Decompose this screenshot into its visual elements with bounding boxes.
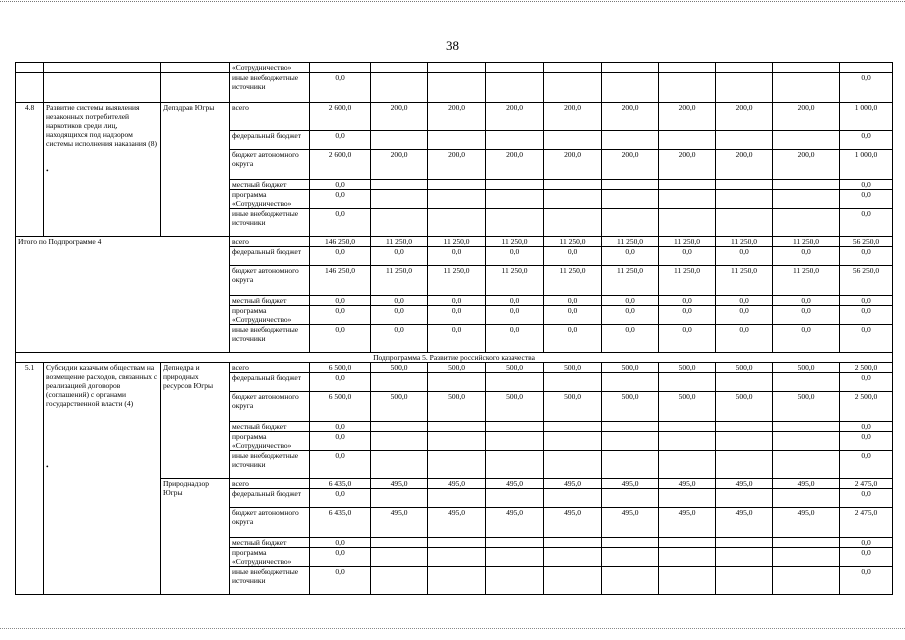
value-cell: 0,0 xyxy=(428,247,486,266)
value-cell: 0,0 xyxy=(310,247,371,266)
value-cell: 11 250,0 xyxy=(659,237,716,247)
value-cell: 500,0 xyxy=(602,363,659,373)
value-cell: 0,0 xyxy=(310,306,371,325)
value-cell: 6 500,0 xyxy=(310,392,371,422)
value-cell: 500,0 xyxy=(602,392,659,422)
value-cell: 0,0 xyxy=(840,306,893,325)
source-label: всего xyxy=(230,103,310,131)
value-cell: 495,0 xyxy=(371,508,428,538)
source-label: федеральный бюджет xyxy=(230,131,310,150)
value-cell: 11 250,0 xyxy=(544,237,602,247)
value-cell: 200,0 xyxy=(486,103,544,131)
value-cell: 495,0 xyxy=(486,479,544,489)
value-cell: 495,0 xyxy=(428,508,486,538)
value-cell: 500,0 xyxy=(773,363,840,373)
value-cell: 11 250,0 xyxy=(716,237,773,247)
source-label: местный бюджет xyxy=(230,296,310,306)
subtotal-label: Итого по Подпрограмме 4 xyxy=(16,237,230,353)
value-cell: 0,0 xyxy=(371,325,428,353)
source-label: всего xyxy=(230,363,310,373)
value-cell: 0,0 xyxy=(428,306,486,325)
subprogram-heading: Подпрограмма 5. Развитие российского казачества xyxy=(16,353,893,363)
table-row xyxy=(16,63,893,73)
value-cell: 11 250,0 xyxy=(428,266,486,296)
measure-name: Субсидии казачьим обществам на возмещение расходов, связанных с реализацией договоров (соглашений) с органами государственной власти (4) • xyxy=(44,363,161,595)
value-cell: 200,0 xyxy=(716,103,773,131)
source-label: бюджет автономного округа xyxy=(230,508,310,538)
value-cell: 0,0 xyxy=(840,567,893,595)
value-cell: 0,0 xyxy=(310,325,371,353)
scan-edge-bottom xyxy=(0,628,905,630)
value-cell: 0,0 xyxy=(840,131,893,150)
value-cell: 0,0 xyxy=(840,451,893,479)
value-cell: 0,0 xyxy=(602,296,659,306)
value-cell: 0,0 xyxy=(544,247,602,266)
value-cell: 0,0 xyxy=(716,306,773,325)
value-cell: 500,0 xyxy=(428,392,486,422)
value-cell: 0,0 xyxy=(310,209,371,237)
cell-num xyxy=(16,63,44,73)
source-label: иные внебюджетные источники xyxy=(230,73,310,103)
value-cell: 495,0 xyxy=(428,479,486,489)
value-cell: 200,0 xyxy=(486,150,544,180)
value-cell: 200,0 xyxy=(773,103,840,131)
value-cell: 0,0 xyxy=(840,180,893,190)
value-cell: 500,0 xyxy=(428,363,486,373)
value-cell: 0,0 xyxy=(486,306,544,325)
source-label: «Сотрудничество» xyxy=(230,63,310,73)
value-cell: 1 000,0 xyxy=(840,150,893,180)
value-cell: 495,0 xyxy=(773,479,840,489)
value-cell: 0,0 xyxy=(310,422,371,432)
value-cell: 0,0 xyxy=(773,325,840,353)
value-cell: 0,0 xyxy=(840,325,893,353)
source-label: программа «Сотрудничество» xyxy=(230,306,310,325)
value-cell: 0,0 xyxy=(310,451,371,479)
source-label: программа «Сотрудничество» xyxy=(230,432,310,451)
cell-executor xyxy=(161,63,230,73)
executor: Депздрав Югры xyxy=(161,103,230,237)
value-cell: 0,0 xyxy=(840,296,893,306)
value-cell: 2 500,0 xyxy=(840,363,893,373)
page-number: 38 xyxy=(446,38,459,53)
value-cell: 6 435,0 xyxy=(310,508,371,538)
value-cell: 0,0 xyxy=(371,247,428,266)
value-cell: 0,0 xyxy=(544,296,602,306)
value-cell: 495,0 xyxy=(602,508,659,538)
value-cell: 495,0 xyxy=(659,479,716,489)
value-cell: 0,0 xyxy=(544,325,602,353)
value-cell: 11 250,0 xyxy=(602,237,659,247)
value-cell: 11 250,0 xyxy=(371,237,428,247)
value-cell: 11 250,0 xyxy=(544,266,602,296)
value-cell: 11 250,0 xyxy=(716,266,773,296)
value-cell: 11 250,0 xyxy=(659,266,716,296)
value-cell: 500,0 xyxy=(659,363,716,373)
value-cell: 0,0 xyxy=(840,538,893,548)
value-cell: 146 250,0 xyxy=(310,237,371,247)
value-cell: 11 250,0 xyxy=(773,237,840,247)
value-cell: 0,0 xyxy=(310,131,371,150)
table-row xyxy=(16,237,893,247)
value-cell: 500,0 xyxy=(371,363,428,373)
value-cell: 0,0 xyxy=(544,306,602,325)
value-cell: 2 500,0 xyxy=(840,392,893,422)
value-cell: 500,0 xyxy=(486,363,544,373)
margin-mark: • xyxy=(46,462,49,471)
value-cell: 0,0 xyxy=(310,548,371,567)
value-cell: 495,0 xyxy=(716,508,773,538)
margin-mark: • xyxy=(46,166,49,175)
table-row xyxy=(16,103,893,131)
value-cell: 0,0 xyxy=(310,190,371,209)
value-cell: 0,0 xyxy=(310,567,371,595)
value-cell: 0,0 xyxy=(602,247,659,266)
measure-name: Развитие системы выявления незаконных потребителей наркотиков среди лиц, находящихся под надзором системы исполнения наказания (8) • xyxy=(44,103,161,237)
value-cell: 495,0 xyxy=(371,479,428,489)
source-label: иные внебюджетные источники xyxy=(230,325,310,353)
value-cell: 146 250,0 xyxy=(310,266,371,296)
value-cell: 0,0 xyxy=(716,247,773,266)
value-cell: 200,0 xyxy=(602,150,659,180)
value-cell: 200,0 xyxy=(371,150,428,180)
value-cell: 0,0 xyxy=(840,432,893,451)
value-cell: 200,0 xyxy=(659,150,716,180)
value-cell: 11 250,0 xyxy=(773,266,840,296)
source-label: иные внебюджетные источники xyxy=(230,451,310,479)
source-label: федеральный бюджет xyxy=(230,373,310,392)
financing-table xyxy=(15,62,893,595)
source-label: бюджет автономного округа xyxy=(230,150,310,180)
value-cell: 495,0 xyxy=(544,508,602,538)
value-cell: 0,0 xyxy=(659,325,716,353)
value-cell: 0,0 xyxy=(773,306,840,325)
row-number: 5.1 xyxy=(16,363,44,595)
value-cell: 200,0 xyxy=(428,103,486,131)
executor: Депнедра и природных ресурсов Югры xyxy=(161,363,230,479)
value-cell: 200,0 xyxy=(659,103,716,131)
value-cell: 2 475,0 xyxy=(840,508,893,538)
value-cell: 0,0 xyxy=(371,306,428,325)
value-cell: 2 600,0 xyxy=(310,103,371,131)
value-cell: 0,0 xyxy=(659,306,716,325)
value-cell: 0,0 xyxy=(840,489,893,508)
value-cell: 500,0 xyxy=(773,392,840,422)
value-cell: 0,0 xyxy=(486,247,544,266)
table-row xyxy=(16,73,893,103)
value-cell: 6 435,0 xyxy=(310,479,371,489)
value-cell: 2 600,0 xyxy=(310,150,371,180)
value-cell: 0,0 xyxy=(716,325,773,353)
value-cell: 500,0 xyxy=(544,392,602,422)
value-cell: 200,0 xyxy=(371,103,428,131)
source-label: местный бюджет xyxy=(230,180,310,190)
value-cell: 11 250,0 xyxy=(486,237,544,247)
value-cell: 0,0 xyxy=(428,325,486,353)
source-label: бюджет автономного округа xyxy=(230,392,310,422)
value-cell: 500,0 xyxy=(716,392,773,422)
value-cell: 200,0 xyxy=(602,103,659,131)
cell-name xyxy=(44,63,161,73)
value-cell: 0,0 xyxy=(310,373,371,392)
value-cell: 200,0 xyxy=(716,150,773,180)
value-cell: 495,0 xyxy=(602,479,659,489)
value-cell: 11 250,0 xyxy=(428,237,486,247)
source-label: местный бюджет xyxy=(230,538,310,548)
value-cell: 495,0 xyxy=(544,479,602,489)
value-cell: 0,0 xyxy=(773,296,840,306)
value-cell: 500,0 xyxy=(544,363,602,373)
value-cell: 500,0 xyxy=(486,392,544,422)
source-label: бюджет автономного округа xyxy=(230,266,310,296)
value-cell: 0,0 xyxy=(659,296,716,306)
value-cell: 0,0 xyxy=(602,325,659,353)
value-cell: 11 250,0 xyxy=(371,266,428,296)
value-cell: 0,0 xyxy=(310,73,371,103)
source-label: федеральный бюджет xyxy=(230,247,310,266)
value-cell: 0,0 xyxy=(486,296,544,306)
value-cell: 2 475,0 xyxy=(840,479,893,489)
value-cell: 0,0 xyxy=(602,306,659,325)
value-cell: 6 500,0 xyxy=(310,363,371,373)
value-cell: 0,0 xyxy=(716,296,773,306)
value-cell: 0,0 xyxy=(486,325,544,353)
value-cell: 500,0 xyxy=(371,392,428,422)
value-cell: 1 000,0 xyxy=(840,103,893,131)
source-label: всего xyxy=(230,237,310,247)
value-cell: 0,0 xyxy=(840,422,893,432)
value-cell: 0,0 xyxy=(371,296,428,306)
value-cell: 0,0 xyxy=(840,190,893,209)
value-cell: 0,0 xyxy=(659,247,716,266)
value-cell: 495,0 xyxy=(659,508,716,538)
value-cell: 200,0 xyxy=(773,150,840,180)
scan-edge-top xyxy=(0,1,905,3)
source-label: иные внебюджетные источники xyxy=(230,567,310,595)
value-cell: 500,0 xyxy=(659,392,716,422)
source-label: иные внебюджетные источники xyxy=(230,209,310,237)
value-cell: 495,0 xyxy=(773,508,840,538)
value-cell: 0,0 xyxy=(428,296,486,306)
value-cell: 56 250,0 xyxy=(840,266,893,296)
value-cell: 11 250,0 xyxy=(486,266,544,296)
value-cell: 0,0 xyxy=(310,296,371,306)
value-cell: 0,0 xyxy=(310,489,371,508)
value-cell: 200,0 xyxy=(428,150,486,180)
table-row xyxy=(16,363,893,373)
value-cell: 0,0 xyxy=(840,247,893,266)
value-cell: 495,0 xyxy=(716,479,773,489)
value-cell: 0,0 xyxy=(310,180,371,190)
value-cell: 200,0 xyxy=(544,103,602,131)
value-cell: 0,0 xyxy=(840,548,893,567)
row-number: 4.8 xyxy=(16,103,44,237)
value-cell: 0,0 xyxy=(310,432,371,451)
value-cell: 500,0 xyxy=(716,363,773,373)
value-cell: 0,0 xyxy=(840,73,893,103)
source-label: местный бюджет xyxy=(230,422,310,432)
source-label: программа «Сотрудничество» xyxy=(230,190,310,209)
value-cell: 495,0 xyxy=(486,508,544,538)
value-cell: 0,0 xyxy=(840,373,893,392)
value-cell: 11 250,0 xyxy=(602,266,659,296)
value-cell: 0,0 xyxy=(840,209,893,237)
value-cell: 200,0 xyxy=(544,150,602,180)
value-cell: 56 250,0 xyxy=(840,237,893,247)
source-label: программа «Сотрудничество» xyxy=(230,548,310,567)
value-cell: 0,0 xyxy=(310,538,371,548)
source-label: федеральный бюджет xyxy=(230,489,310,508)
executor: Природнадзор Югры xyxy=(161,479,230,595)
source-label: всего xyxy=(230,479,310,489)
value-cell: 0,0 xyxy=(773,247,840,266)
table-row xyxy=(16,353,893,363)
